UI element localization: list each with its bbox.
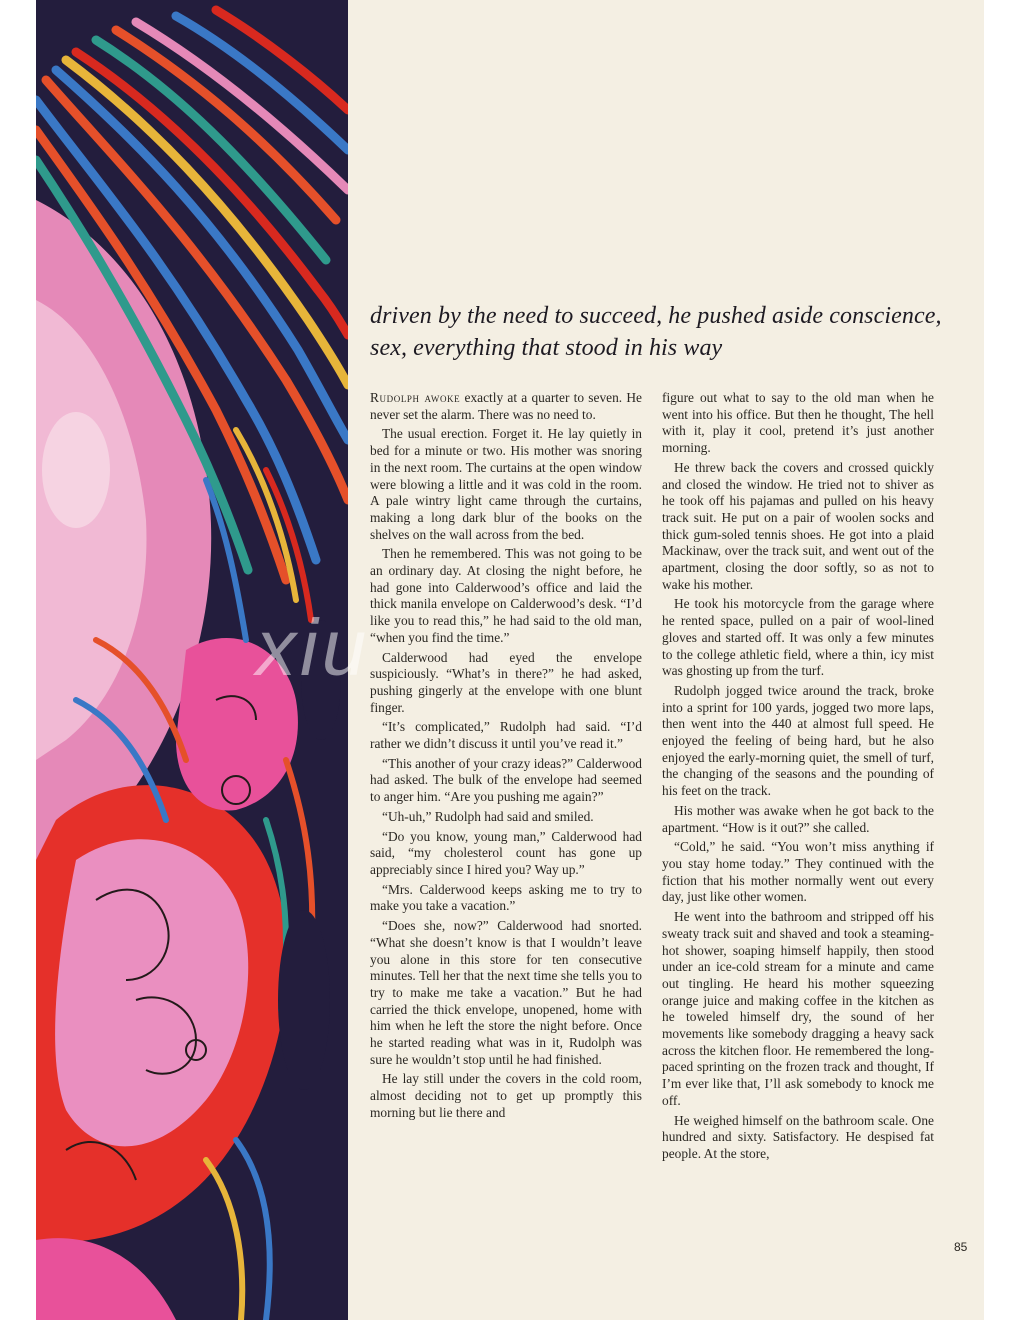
paragraph: “Does she, now?” Calderwood had snorted. “What she doesn’t know is that I wouldn’t leave you alone in this store for ten consecutive minutes. Tell her that the next time she tells you to try to make me take a vacation.” But he had carried the thick envelope, unopened, home with him when he left the store the night before. Once he started reading what was in it, Rudolph was sure he wouldn’t stop until he had finished.: [370, 918, 642, 1067]
paragraph: He went into the bathroom and stripped off his sweaty track suit and shaved and took a steaming-hot shower, soaping himself happily, then stood under an ice-cold stream for a minute and came out tingling. He heard his mother squeezing orange juice and making coffee in the kitchen as he toweled himself dry, the sound of her movements like somebody dragging a heavy sack across the kitchen floor. He remembered the long-paced sprinting on the frozen track and thought, If I’m ever like that, I’ll ask somebody to knock me off.: [662, 909, 934, 1108]
paragraph: “Uh-uh,” Rudolph had said and smiled.: [382, 808, 594, 824]
paragraph: He lay still under the covers in the cold room, almost deciding not to get up promptly this morning but lie there and: [370, 1071, 642, 1120]
paragraph: Then he remembered. This was not going to be an ordinary day. At closing the night before, he had gone into Calderwood’s office and laid the thick manila envelope on Calderwood’s desk. “I’d like you to read this,” he had said to the old man, “when you find the time.”: [370, 546, 642, 645]
paragraph: Rudolph jogged twice around the track, broke into a sprint for 100 yards, jogged two more laps, then went into the 440 at almost full speed. He enjoyed the feeling of being hard, but he also enjoyed the early-morning quiet, the smell of turf, the changing of the seasons and the pounding of his feet on the track.: [662, 682, 934, 799]
text-column-right: [662, 390, 934, 1166]
opening-text: exactly at a quarter to seven. He never set the alarm. There was no need to.: [370, 390, 642, 422]
lead-in: Rudolph awoke: [370, 390, 461, 405]
paragraph: “Mrs. Calderwood keeps asking me to try to make you take a vacation.”: [370, 881, 642, 914]
magazine-page: [36, 0, 984, 1320]
psychedelic-illustration: [36, 0, 348, 1320]
paragraph: “This another of your crazy ideas?” Calderwood had asked. The bulk of the envelope had seemed to anger him. “Are you pushing me again?”: [370, 755, 642, 805]
opening-paragraph: [370, 390, 642, 423]
watermark: xiu: [256, 603, 371, 692]
paragraph: He weighed himself on the bathroom scale. One hundred and sixty. Satisfactory. He despised fat people. At the store,: [662, 1112, 934, 1161]
continued-paragraph: figure out what to say to the old man when he went into his office. But then he thought, The hell with it, play it cool, pretend it’s just another morning.: [662, 390, 934, 456]
paragraph: He threw back the covers and crossed quickly and closed the window. He tried not to shiver as he took off his pajamas and pulled on his heavy track suit. He put on a pair of woolen socks and thick gum-soled tennis shoes. He got into a plaid Mackinaw, over the track suit, and went out of the apartment, closing the door softly, so as not to wake his mother.: [662, 459, 934, 592]
illustration-artwork: [36, 0, 348, 1320]
paragraph: The usual erection. Forget it. He lay quietly in bed for a minute or two. His mother was snoring in the next room. The curtains at the open window were blowing a little and it was cold in the room. A pale wintry light came through the curtains, making a long dark blur of the books on the shelves on the wall across from the bed.: [370, 426, 642, 542]
paragraph: “Do you know, young man,” Calderwood had said, “my cholesterol count has gone up appreciably since I hired you? Way up.”: [370, 828, 642, 877]
paragraph: “It’s complicated,” Rudolph had said. “I’d rather we didn’t discuss it until you’ve read it.”: [370, 719, 642, 752]
paragraph: His mother was awake when he got back to the apartment. “How is it out?” she called.: [662, 802, 934, 835]
article-headline: driven by the need to succeed, he pushed aside conscience, sex, everything that stood in his way: [370, 303, 942, 361]
paragraph: Calderwood had eyed the envelope suspiciously. “What’s in there?” he had asked, pushing gingerly at the envelope with one blunt finger.: [370, 649, 642, 715]
paragraph: He took his motorcycle from the garage where he rented space, pulled on a pair of wool-lined gloves and started off. It was only a few minutes to the college athletic field, where a thin, icy mist was ghosting up from the turf.: [662, 596, 934, 679]
paragraph: “Cold,” he said. “You won’t miss anything if you stay home today.” They continued with the fiction that his mother normally went out every day, just like other women.: [662, 839, 934, 905]
text-column-left: [370, 390, 642, 1125]
page-number: 85: [954, 1240, 968, 1254]
